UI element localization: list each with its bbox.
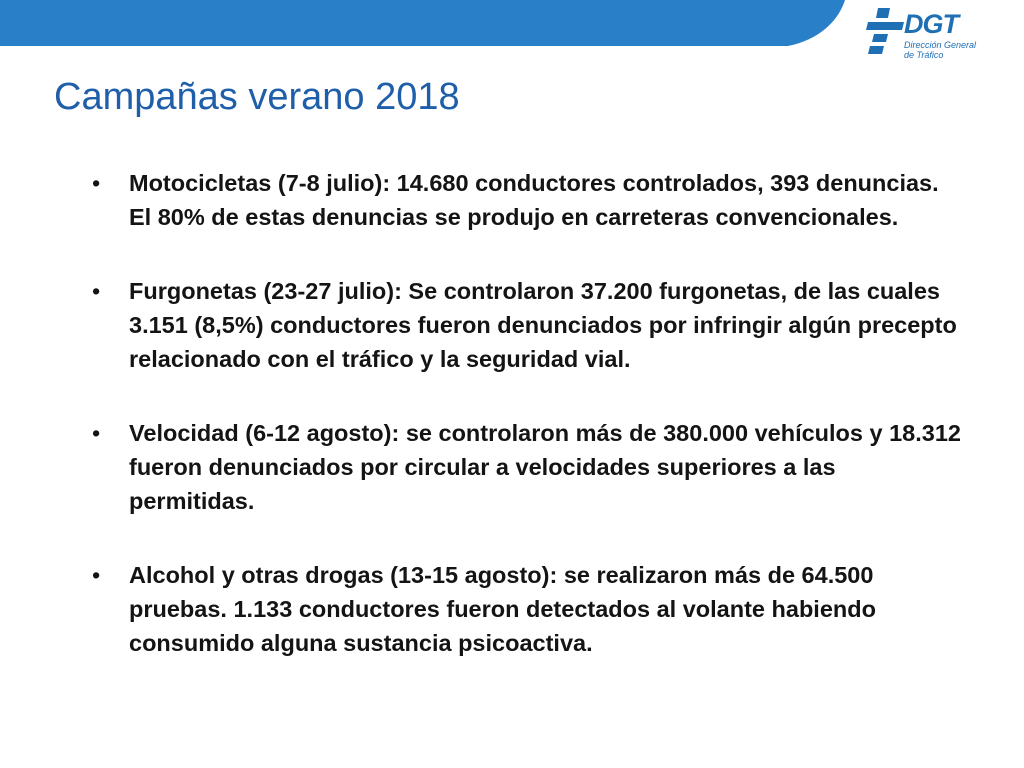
dgt-logo-subtitle <box>904 40 976 60</box>
bullet-list <box>92 166 962 700</box>
bullet-text: Alcohol y otras drogas (13-15 agosto): se realizaron más de 64.500 pruebas. 1.133 conductores fueron detectados al volante habiendo consumido alguna sustancia psicoactiva. <box>129 562 876 656</box>
bullet-item-motocicletas <box>92 166 962 234</box>
bullet-item-velocidad <box>92 416 962 518</box>
bullet-item-alcohol <box>92 558 962 660</box>
bullet-point-icon: • <box>92 562 101 588</box>
bullet-text: Motocicletas (7-8 julio): 14.680 conductores controlados, 393 denuncias. El 80% de estas denuncias se produjo en carreteras convencionales. <box>129 170 939 230</box>
slide-title: Campañas verano 2018 <box>54 76 460 118</box>
bullet-point-icon: • <box>92 170 101 196</box>
dgt-logo-subtitle-line1: Dirección General <box>904 40 977 50</box>
bullet-item-furgonetas <box>92 274 962 376</box>
dgt-cross-icon <box>866 8 906 54</box>
bullet-text: Furgonetas (23-27 julio): Se controlaron 37.200 furgonetas, de las cuales 3.151 (8,5%) conductores fueron denunciados por infringir algún precepto relacionado con el tráfico y la seguridad vial. <box>129 278 957 372</box>
dgt-logo <box>866 8 984 66</box>
dgt-logo-subtitle-line2: de Tráfico <box>904 50 944 60</box>
bullet-text: Velocidad (6-12 agosto): se controlaron más de 380.000 vehículos y 18.312 fueron denunciados por circular a velocidades superiores a las permitidas. <box>129 420 961 514</box>
bullet-point-icon: • <box>92 278 101 304</box>
bullet-point-icon: • <box>92 420 101 446</box>
dgt-logo-wordmark: DGT <box>904 9 958 39</box>
